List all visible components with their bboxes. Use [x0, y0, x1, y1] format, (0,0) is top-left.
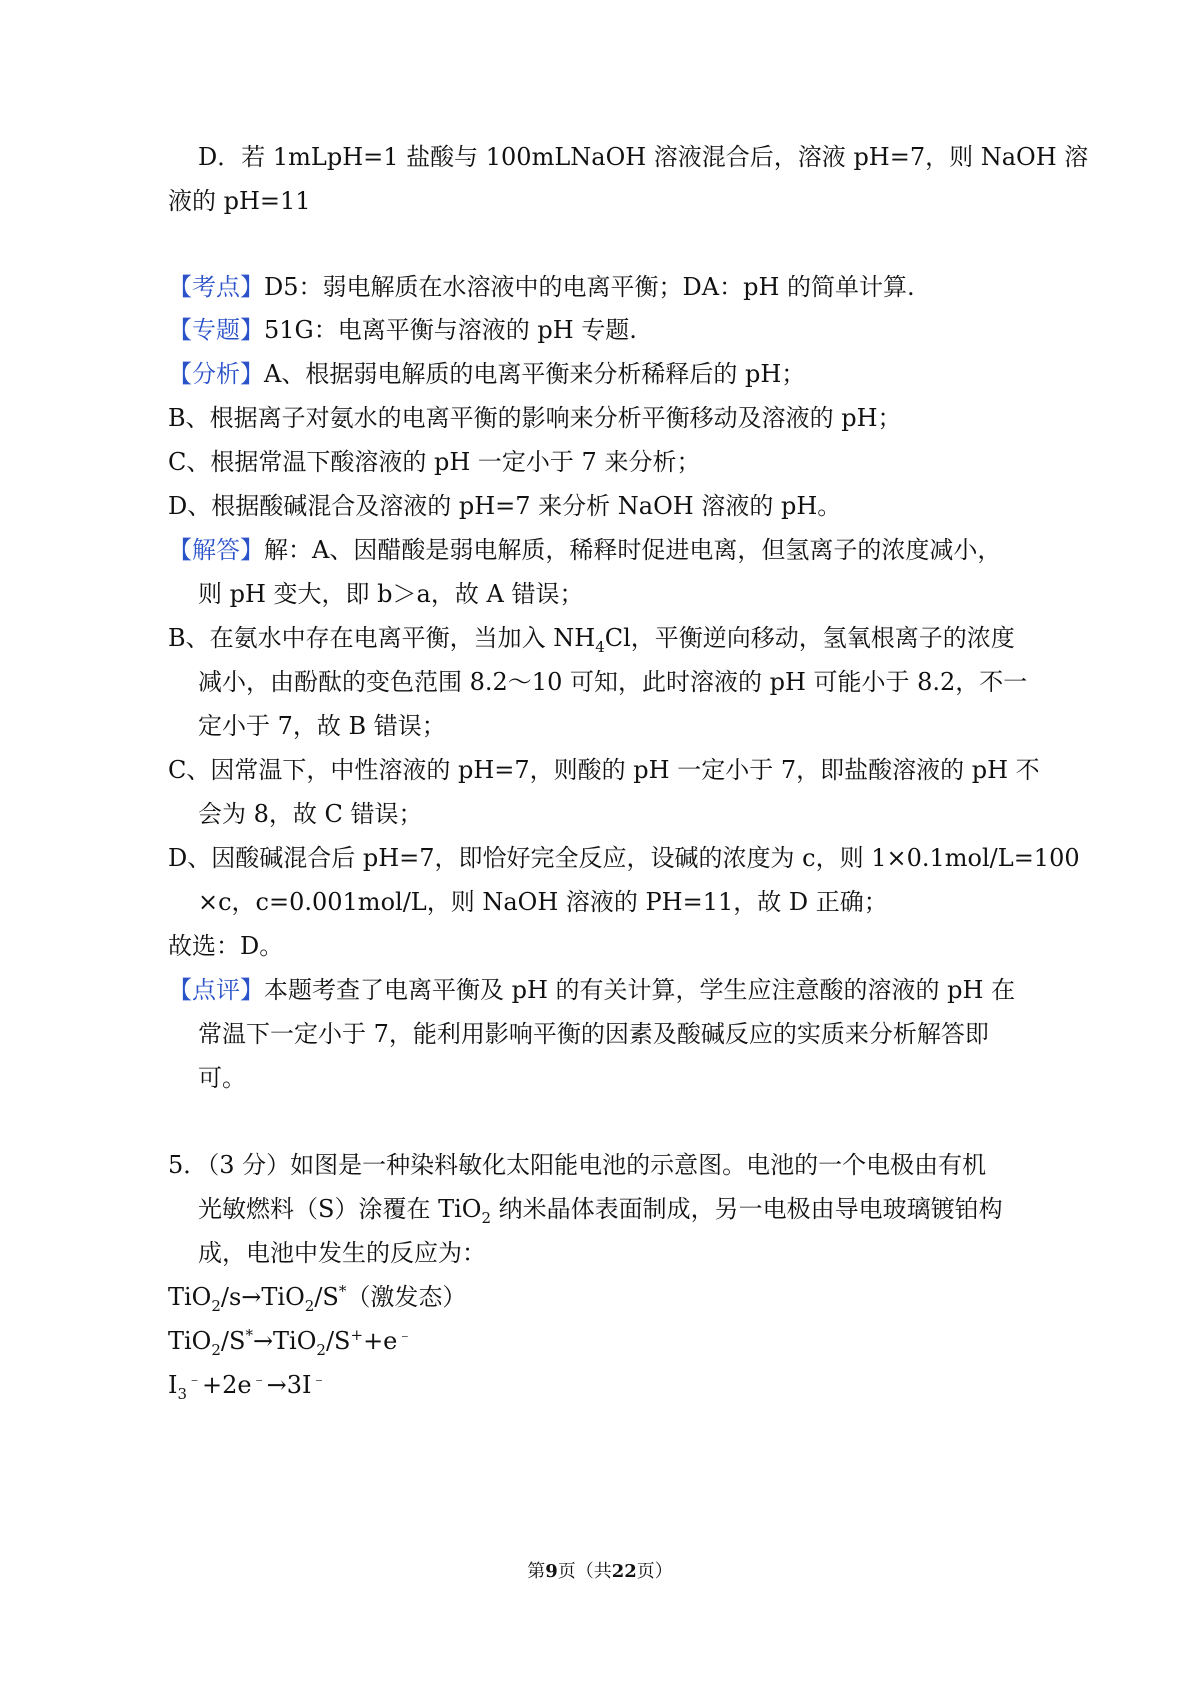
r2-part: /S [220, 1327, 246, 1355]
jieda-c1: C、因常温下，中性溶液的 pH=7，则酸的 pH 一定小于 7，即盐酸溶液的 pH 不 [168, 756, 1040, 784]
option-d-line2: 液的 pH=11 [168, 187, 311, 215]
r3-sup: ﹣ [187, 1370, 203, 1388]
jieda-section [168, 533, 1001, 567]
fenxi-section [168, 357, 805, 391]
r2-part: /S [325, 1327, 351, 1355]
jieda-b1-pre: B、在氨水中存在电离平衡，当加入 NH [168, 624, 596, 652]
jieda-choice: 故选：D。 [168, 932, 284, 960]
r1-part: TiO [168, 1283, 212, 1311]
r3-part: I [168, 1371, 178, 1399]
q5-line2-post: 纳米晶体表面制成，另一电极由导电玻璃镀铂构 [490, 1195, 1003, 1223]
jieda-tag: 【解答】 [168, 536, 264, 564]
page-footer [0, 1560, 1200, 1584]
jieda-b1-sub: 4 [595, 637, 605, 656]
jieda-a2: 则 pH 变大，即 b＞a，故 A 错误； [198, 580, 584, 608]
r1-part: /s→TiO [220, 1283, 305, 1311]
q5-line3: 成，电池中发生的反应为： [198, 1239, 486, 1267]
footer-pre: 第 [527, 1561, 546, 1582]
r2-part: +e [363, 1327, 398, 1355]
r2-sup: ﹣ [397, 1326, 413, 1344]
jieda-b3: 定小于 7，故 B 错误； [198, 712, 446, 740]
q5-line1: 5．（3 分）如图是一种染料敏化太阳能电池的示意图。电池的一个电极由有机 [168, 1151, 987, 1179]
r2-sub: 2 [211, 1340, 221, 1359]
kaodian-tag: 【考点】 [168, 273, 264, 301]
r1-part: /S [314, 1283, 339, 1311]
r2-part: TiO [168, 1327, 212, 1355]
dianping-line3: 可。 [198, 1064, 246, 1092]
r2-sup: * [245, 1326, 253, 1344]
reaction-1 [168, 1280, 466, 1314]
r3-part: →3I [266, 1371, 312, 1399]
reaction-2 [168, 1324, 412, 1358]
dianping-line2: 常温下一定小于 7，能利用影响平衡的因素及酸碱反应的实质来分析解答即 [198, 1020, 989, 1048]
dianping-tag: 【点评】 [168, 976, 264, 1004]
fenxi-line3: C、根据常温下酸溶液的 pH 一定小于 7 来分析； [168, 448, 701, 476]
jieda-a1: 解：A、因醋酸是弱电解质，稀释时促进电离，但氢离子的浓度减小， [264, 536, 1002, 564]
r1-sub: 2 [211, 1296, 221, 1315]
r3-sup: ﹣ [251, 1370, 267, 1388]
r1-sub: 2 [304, 1296, 315, 1315]
footer-post: 页） [636, 1561, 673, 1582]
jieda-b1 [168, 621, 1015, 655]
jieda-d2: ×c，c=0.001mol/L，则 NaOH 溶液的 PH=11，故 D 正确； [198, 888, 888, 916]
r2-sup: + [350, 1326, 364, 1344]
reaction-3 [168, 1368, 327, 1402]
r1-part: （激发态） [346, 1283, 467, 1311]
r2-sub: 2 [316, 1340, 326, 1359]
fenxi-line1: A、根据弱电解质的电离平衡来分析稀释后的 pH； [264, 360, 806, 388]
kaodian-text: D5：弱电解质在水溶液中的电离平衡；DA：pH 的简单计算. [264, 273, 915, 301]
dianping-line1: 本题考查了电离平衡及 pH 的有关计算，学生应注意酸的溶液的 pH 在 [264, 976, 1016, 1004]
r3-sub: 3 [177, 1384, 188, 1403]
fenxi-tag: 【分析】 [168, 360, 264, 388]
r3-sup: ﹣ [311, 1370, 327, 1388]
zhuanti-section [168, 313, 637, 347]
q5-line2 [198, 1192, 1003, 1226]
footer-mid: 页（共 [557, 1561, 612, 1582]
fenxi-line2: B、根据离子对氨水的电离平衡的影响来分析平衡移动及溶液的 pH； [168, 404, 902, 432]
footer-total-pages: 22 [611, 1561, 637, 1582]
option-d-line1: D．若 1mLpH=1 盐酸与 100mLNaOH 溶液混合后，溶液 pH=7，则 NaOH 溶 [198, 143, 1089, 171]
fenxi-line4: D、根据酸碱混合及溶液的 pH=7 来分析 NaOH 溶液的 pH。 [168, 492, 842, 520]
q5-line2-sub: 2 [481, 1208, 491, 1227]
r3-part: +2e [202, 1371, 252, 1399]
jieda-c2: 会为 8，故 C 错误； [198, 800, 423, 828]
jieda-b1-post: Cl，平衡逆向移动，氢氧根离子的浓度 [604, 624, 1015, 652]
q5-line2-pre: 光敏燃料（S）涂覆在 TiO [198, 1195, 482, 1223]
dianping-section [168, 973, 1015, 1007]
jieda-b2: 减小，由酚酞的变色范围 8.2～10 可知，此时溶液的 pH 可能小于 8.2，不一 [198, 668, 1028, 696]
kaodian-section [168, 270, 915, 304]
r1-sup: * [338, 1282, 347, 1300]
jieda-d1: D、因酸碱混合后 pH=7，即恰好完全反应，设碱的浓度为 c，则 1×0.1mol/L=100 [168, 844, 1080, 872]
zhuanti-tag: 【专题】 [168, 316, 264, 344]
zhuanti-text: 51G：电离平衡与溶液的 pH 专题. [264, 316, 637, 344]
r2-part: →TiO [252, 1327, 317, 1355]
footer-page-number: 9 [545, 1561, 558, 1582]
